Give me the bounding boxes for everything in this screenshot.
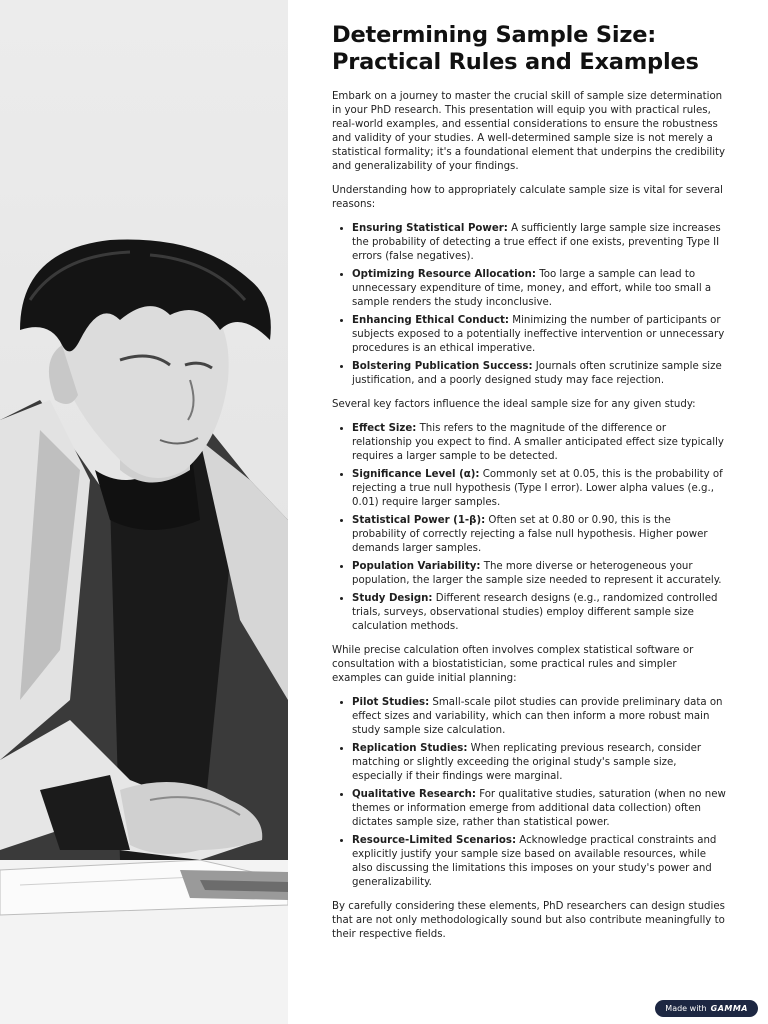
list-item-term: Pilot Studies: bbox=[352, 697, 430, 708]
list-item bbox=[352, 788, 726, 830]
badge-prefix: Made with bbox=[665, 1004, 707, 1013]
list-item bbox=[352, 514, 726, 556]
list-item-text: Commonly set at 0.05, this is the probability of rejecting a true null hypothesis (Type I error). Lower alpha values (e.g., 0.01) require larger samples. bbox=[352, 469, 723, 508]
list-item-term: Enhancing Ethical Conduct: bbox=[352, 315, 509, 326]
list-item bbox=[352, 422, 726, 464]
list-item-term: Replication Studies: bbox=[352, 743, 468, 754]
list-item-text: Journals often scrutinize sample size justification, and a poorly designed study may face rejection. bbox=[352, 361, 722, 386]
list-item-term: Optimizing Resource Allocation: bbox=[352, 269, 536, 280]
reasons-intro: Understanding how to appropriately calculate sample size is vital for several reasons: bbox=[332, 185, 723, 210]
rules-intro: While precise calculation often involves complex statistical software or consultation with a biostatistician, some practical rules and simpler examples can guide initial planning: bbox=[332, 645, 694, 684]
list-item-term: Study Design: bbox=[352, 593, 433, 604]
list-item bbox=[352, 696, 726, 738]
list-item-text: The more diverse or heterogeneous your population, the larger the sample size needed to represent it accurately. bbox=[352, 561, 722, 586]
list-item-text: Too large a sample can lead to unnecessary expenditure of time, money, and effort, while too small a sample renders the study inconclusive. bbox=[352, 269, 712, 308]
list-item bbox=[352, 268, 726, 310]
illustration-panel bbox=[0, 0, 288, 1024]
list-item-text: Small-scale pilot studies can provide preliminary data on effect sizes and variability, which can then inform a more robust main study sample size calculation. bbox=[352, 697, 723, 736]
list-item-text: For qualitative studies, saturation (when no new themes or information emerge from additional data collection) often dictates sample size, rather than statistical power. bbox=[352, 789, 726, 828]
list-item-term: Effect Size: bbox=[352, 423, 417, 434]
list-item bbox=[352, 314, 726, 356]
list-item bbox=[352, 592, 726, 634]
list-item bbox=[352, 560, 726, 588]
list-item-term: Statistical Power (1-β): bbox=[352, 515, 486, 526]
list-item bbox=[352, 468, 726, 510]
list-item-term: Bolstering Publication Success: bbox=[352, 361, 533, 372]
student-illustration bbox=[0, 0, 288, 1024]
intro-paragraph: Embark on a journey to master the crucial skill of sample size determination in your PhD research. This presentation will equip you with practical rules, real-world examples, and essential considerations to ensure the robustness and validity of your studies. A well-determined sample size is not merely a statistical formality; it's a foundational element that underpins the credibility and generalizability of your findings. bbox=[332, 91, 726, 172]
rules-list bbox=[332, 696, 726, 890]
list-item-text: When replicating previous research, consider matching or slightly exceeding the original study's sample size, especially if their findings were marginal. bbox=[352, 743, 702, 782]
list-item bbox=[352, 742, 726, 784]
list-item-term: Resource-Limited Scenarios: bbox=[352, 835, 517, 846]
reasons-list bbox=[332, 222, 726, 388]
conclusion-paragraph: By carefully considering these elements, PhD researchers can design studies that are not only methodologically sound but also contribute meaningfully to their respective fields. bbox=[332, 901, 725, 940]
list-item-term: Qualitative Research: bbox=[352, 789, 476, 800]
list-item bbox=[352, 222, 726, 264]
list-item-text: Often set at 0.80 or 0.90, this is the probability of correctly rejecting a false null hypothesis. Higher power demands larger samples. bbox=[352, 515, 708, 554]
page-title: Determining Sample Size: Practical Rules and Examples bbox=[332, 22, 699, 75]
list-item-term: Ensuring Statistical Power: bbox=[352, 223, 508, 234]
list-item-text: Minimizing the number of participants or subjects exposed to a potentially ineffective intervention or unnecessary procedures is an ethical imperative. bbox=[352, 315, 725, 354]
list-item-text: A sufficiently large sample size increases the probability of detecting a true effect if one exists, preventing Type II errors (false negatives). bbox=[352, 223, 721, 262]
list-item-text: Acknowledge practical constraints and explicitly justify your sample size based on available resources, while also discussing the limitations this imposes on your study's power and generalizability. bbox=[352, 835, 717, 888]
list-item bbox=[352, 360, 726, 388]
list-item bbox=[352, 834, 726, 890]
list-item-term: Significance Level (α): bbox=[352, 469, 480, 480]
made-with-gamma-badge[interactable] bbox=[655, 1000, 758, 1017]
gamma-logo: GAMMA bbox=[710, 1004, 748, 1013]
list-item-text: Different research designs (e.g., randomized controlled trials, surveys, observational studies) employ different sample size calculation methods. bbox=[352, 593, 718, 632]
factors-intro: Several key factors influence the ideal sample size for any given study: bbox=[332, 399, 696, 410]
content-column bbox=[332, 22, 726, 952]
factors-list bbox=[332, 422, 726, 634]
list-item-text: This refers to the magnitude of the difference or relationship you expect to find. A smaller anticipated effect size typically requires a larger sample to be detected. bbox=[352, 423, 724, 462]
list-item-term: Population Variability: bbox=[352, 561, 481, 572]
